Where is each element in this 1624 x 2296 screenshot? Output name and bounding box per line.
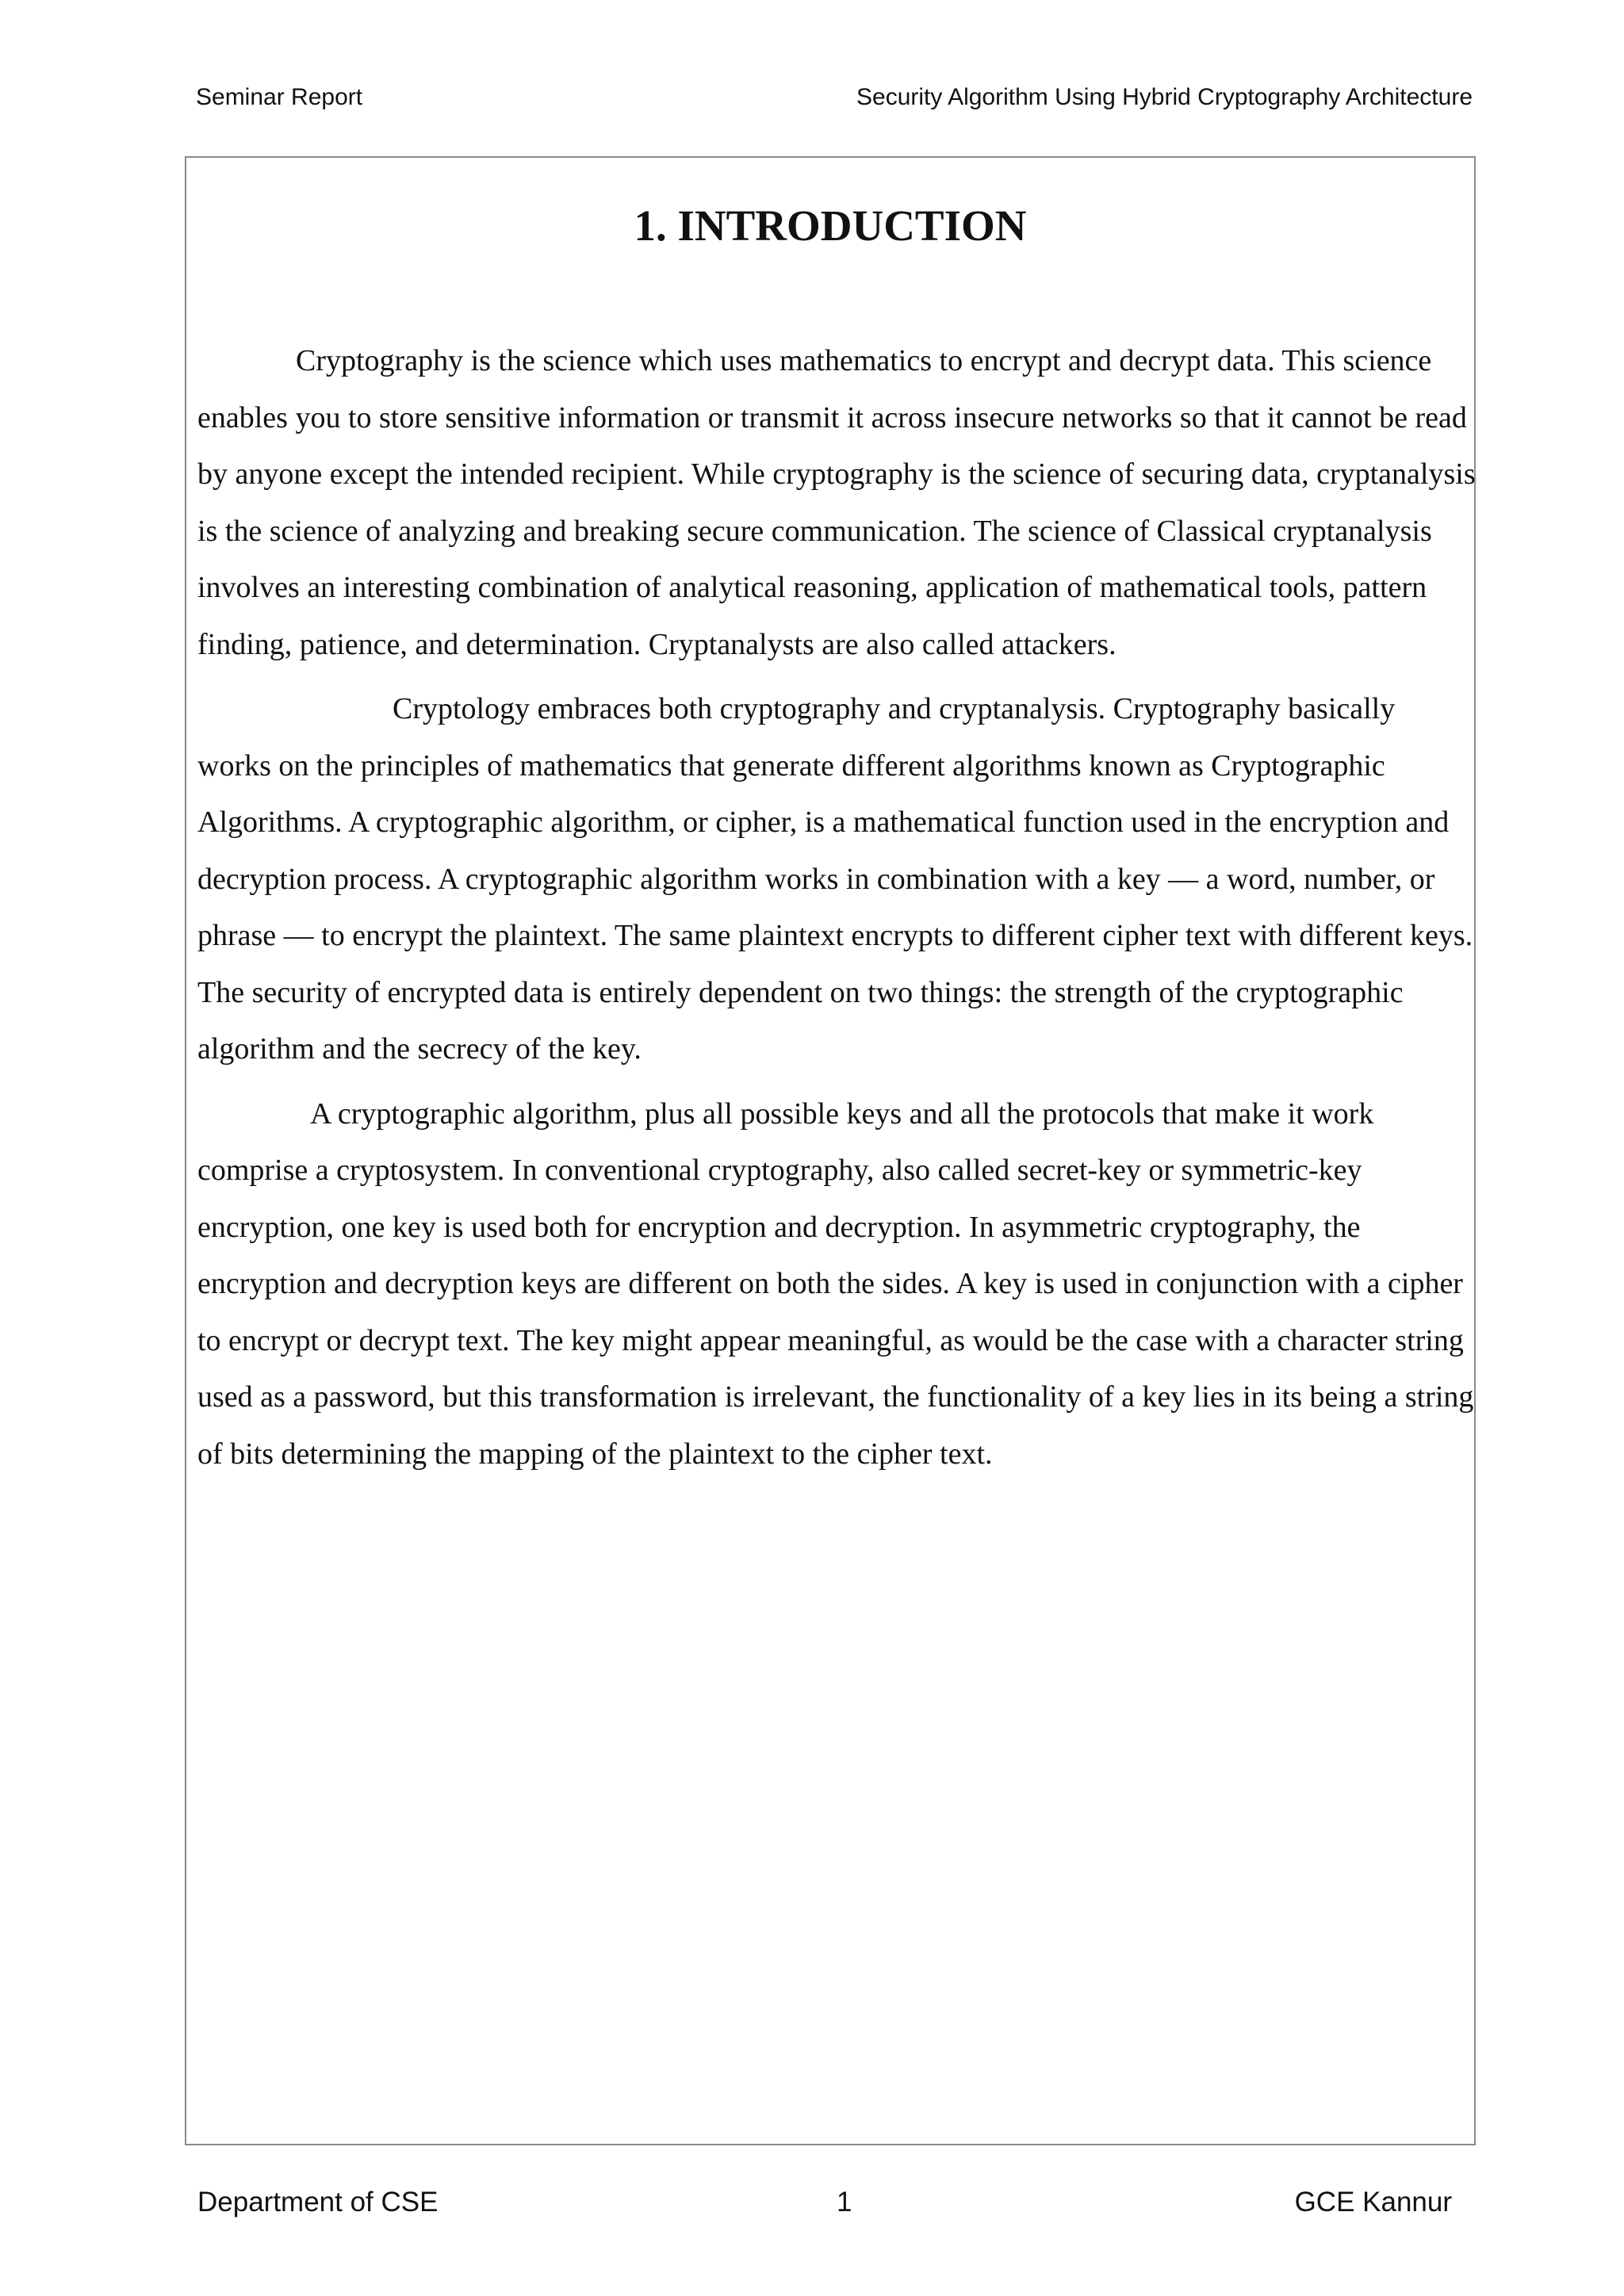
chapter-title: 1. INTRODUCTION [634,201,1027,250]
footer-institution: GCE Kannur [1294,2187,1452,2218]
page-footer [197,2187,1452,2221]
header-report-title: Security Algorithm Using Hybrid Cryptography Architecture [856,84,1473,110]
body-text [197,333,1476,1490]
paragraph-1: Cryptography is the science which uses mathematics to encrypt and decrypt data. This science enables you to store sensitive information or transmit it across insecure networks so that it cannot be read by anyone except the intended recipient. While cryptography is the science of securing data, cryptanalysis is the science of analyzing and breaking secure communication. The science of Classical cryptanalysis involves an interesting combination of analytical reasoning, application of mathematical tools, pattern finding, patience, and determination. Cryptanalysts are also called attackers. [197,344,1476,661]
page-header [196,84,1473,116]
footer-page-number: 1 [837,2187,852,2218]
paragraph-3: A cryptographic algorithm, plus all possible keys and all the protocols that make it work comprise a cryptosystem. In conventional cryptography, also called secret-key or symmetric-key encryption, one key is used both for encryption and decryption. In asymmetric cryptography, the encryption and decryption keys are different on both the sides. A key is used in conjunction with a cipher to encrypt or decrypt text. The key might appear meaningful, as would be the case with a character string used as a password, but this transformation is irrelevant, the functionality of a key lies in its being a string of bits determining the mapping of the plaintext to the cipher text. [197,1096,1474,1471]
footer-department: Department of CSE [197,2187,439,2218]
header-report-type: Seminar Report [196,84,363,110]
paragraph-2: Cryptology embraces both cryptography and cryptanalysis. Cryptography basically works on the principles of mathematics that generate different algorithms known as Cryptographic Algorithms. A cryptographic algorithm, or cipher, is a mathematical function used in the encryption and decryption process. A cryptographic algorithm works in combination with a key — a word, number, or phrase — to encrypt the plaintext. The same plaintext encrypts to different cipher text with different keys. The security of encrypted data is entirely dependent on two things: the strength of the cryptographic algorithm and the secrecy of the key. [197,692,1473,1066]
